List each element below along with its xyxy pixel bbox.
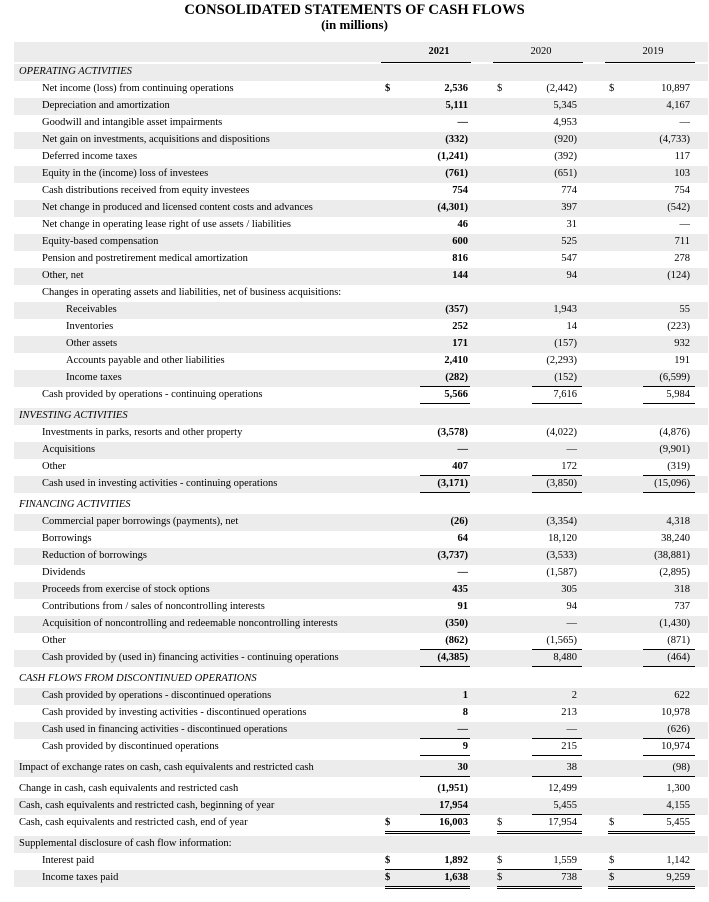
- column-header-2020: 2020: [530, 46, 552, 57]
- value-2019: 932: [674, 338, 690, 349]
- statement-title: CONSOLIDATED STATEMENTS OF CASH FLOWS: [184, 2, 525, 18]
- value-2020: 213: [561, 707, 577, 718]
- table-row: [0, 115, 709, 132]
- value-2020: 38: [566, 762, 577, 773]
- row-label: Cash provided by investing activities - discontinued operations: [42, 707, 307, 718]
- value-2021: 8: [462, 707, 468, 718]
- value-2019: 117: [674, 151, 690, 162]
- table-row: [0, 459, 709, 476]
- table-row: [14, 370, 708, 387]
- table-row: [14, 582, 708, 599]
- value-2019: 5,984: [666, 389, 690, 400]
- value-2020: 172: [561, 461, 577, 472]
- value-2019: (124): [667, 270, 690, 281]
- table-row: [14, 98, 708, 115]
- value-2020: 5,345: [553, 100, 577, 111]
- row-label: Commercial paper borrowings (payments), net: [42, 516, 239, 527]
- value-2019: 55: [679, 304, 690, 315]
- row-label: Reduction of borrowings: [42, 550, 147, 561]
- row-label: Change in cash, cash equivalents and restricted cash: [19, 783, 239, 794]
- header-rule-2020: [493, 62, 583, 63]
- dollar-sign: $: [609, 83, 615, 94]
- table-row: [14, 268, 708, 285]
- value-2020: (157): [554, 338, 577, 349]
- value-2021: (332): [445, 134, 468, 145]
- table-row: [0, 183, 709, 200]
- value-2020: (2,293): [546, 355, 577, 366]
- value-2021: —: [457, 567, 468, 578]
- total-underline: [532, 776, 582, 777]
- value-2020: 94: [566, 270, 577, 281]
- value-2020: (920): [554, 134, 577, 145]
- value-2021: (357): [445, 304, 468, 315]
- row-label: Other assets: [66, 338, 118, 349]
- value-2020: 4,953: [553, 117, 577, 128]
- value-2020: 2: [571, 690, 577, 701]
- value-2020: 94: [566, 601, 577, 612]
- total-underline: [532, 666, 582, 667]
- table-row: [0, 781, 709, 798]
- value-2020: 774: [561, 185, 577, 196]
- value-2019: 10,974: [661, 741, 690, 752]
- table-row: [0, 815, 709, 832]
- value-2021: 1: [462, 690, 468, 701]
- column-header-band: [14, 42, 708, 62]
- row-label: Equity-based compensation: [42, 236, 159, 247]
- double-underline: [608, 831, 695, 834]
- value-2019: —: [679, 219, 690, 230]
- value-2019: (6,599): [659, 372, 690, 383]
- section-header: [0, 671, 709, 688]
- value-2021: (1,241): [437, 151, 468, 162]
- value-2020: (2,442): [546, 83, 577, 94]
- value-2020: (4,022): [546, 427, 577, 438]
- row-label: FINANCING ACTIVITIES: [19, 499, 131, 510]
- value-2019: (464): [667, 652, 690, 663]
- value-2021: 64: [457, 533, 468, 544]
- value-2020: (3,533): [546, 550, 577, 561]
- header-rule-2019: [605, 62, 695, 63]
- column-header-2021: 2021: [428, 46, 450, 57]
- value-2021: 144: [452, 270, 468, 281]
- table-row: [0, 387, 709, 404]
- value-2021: 1,892: [444, 855, 468, 866]
- value-2019: (1,430): [659, 618, 690, 629]
- table-row: [0, 599, 709, 616]
- table-row: [0, 531, 709, 548]
- row-label: Cash, cash equivalents and restricted cash, end of year: [19, 817, 248, 828]
- value-2021: (1,951): [437, 783, 468, 794]
- total-underline: [643, 755, 695, 756]
- row-label: Cash provided by operations - continuing operations: [42, 389, 263, 400]
- value-2019: —: [679, 117, 690, 128]
- value-2020: 7,616: [553, 389, 577, 400]
- value-2019: (38,881): [654, 550, 690, 561]
- value-2019: (9,901): [659, 444, 690, 455]
- table-row: [0, 425, 709, 442]
- table-row: [0, 149, 709, 166]
- table-row: [0, 319, 709, 336]
- row-label: Income taxes paid: [42, 872, 119, 883]
- value-2021: 17,954: [439, 800, 468, 811]
- dollar-sign: $: [497, 83, 503, 94]
- value-2020: (1,587): [546, 567, 577, 578]
- row-label: Equity in the (income) loss of investees: [42, 168, 209, 179]
- dollar-sign: $: [609, 855, 615, 866]
- table-row: [14, 132, 708, 149]
- row-label: Cash, cash equivalents and restricted cash, beginning of year: [19, 800, 275, 811]
- table-row: [14, 836, 708, 853]
- value-2020: (3,850): [546, 478, 577, 489]
- value-2019: 318: [674, 584, 690, 595]
- value-2019: 4,318: [666, 516, 690, 527]
- row-label: CASH FLOWS FROM DISCONTINUED OPERATIONS: [19, 673, 257, 684]
- row-label: Other: [42, 635, 66, 646]
- total-underline: [420, 666, 470, 667]
- value-2021: (3,171): [437, 478, 468, 489]
- row-label: Cash used in investing activities - continuing operations: [42, 478, 278, 489]
- row-label: Pension and postretirement medical amortization: [42, 253, 248, 264]
- row-label: OPERATING ACTIVITIES: [19, 66, 132, 77]
- value-2021: 171: [452, 338, 468, 349]
- row-label: Other: [42, 461, 66, 472]
- total-underline: [532, 755, 582, 756]
- value-2020: 14: [566, 321, 577, 332]
- value-2021: 91: [457, 601, 468, 612]
- dollar-sign: $: [385, 817, 391, 828]
- dollar-sign: $: [497, 872, 503, 883]
- section-header: [14, 408, 708, 425]
- value-2021: 46: [457, 219, 468, 230]
- row-label: Cash provided by operations - discontinued operations: [42, 690, 272, 701]
- value-2019: 737: [674, 601, 690, 612]
- total-underline: [643, 403, 695, 404]
- value-2020: 738: [561, 872, 577, 883]
- table-row: [14, 722, 708, 739]
- value-2019: (15,096): [654, 478, 690, 489]
- value-2021: (4,385): [437, 652, 468, 663]
- double-underline: [497, 886, 582, 889]
- value-2019: (223): [667, 321, 690, 332]
- value-2020: 397: [561, 202, 577, 213]
- value-2020: (1,565): [546, 635, 577, 646]
- value-2019: 754: [674, 185, 690, 196]
- value-2020: 1,559: [553, 855, 577, 866]
- value-2021: 600: [452, 236, 468, 247]
- value-2019: 9,259: [666, 872, 690, 883]
- value-2019: (542): [667, 202, 690, 213]
- row-label: Dividends: [42, 567, 86, 578]
- value-2019: 4,155: [666, 800, 690, 811]
- table-row: [0, 633, 709, 650]
- row-label: Receivables: [66, 304, 117, 315]
- table-row: [14, 514, 708, 531]
- row-label: Cash distributions received from equity investees: [42, 185, 250, 196]
- table-row: [0, 217, 709, 234]
- row-label: Contributions from / sales of noncontrolling interests: [42, 601, 265, 612]
- value-2021: (26): [450, 516, 468, 527]
- row-label: Changes in operating assets and liabilities, net of business acquisitions:: [42, 287, 342, 298]
- row-label: Net change in produced and licensed content costs and advances: [42, 202, 313, 213]
- value-2020: 547: [561, 253, 577, 264]
- table-row: [14, 650, 708, 667]
- value-2021: 407: [452, 461, 468, 472]
- row-label: INVESTING ACTIVITIES: [19, 410, 128, 421]
- value-2021: 252: [452, 321, 468, 332]
- row-label: Net change in operating lease right of use assets / liabilities: [42, 219, 292, 230]
- value-2020: 215: [561, 741, 577, 752]
- value-2019: 5,455: [666, 817, 690, 828]
- value-2020: (651): [554, 168, 577, 179]
- value-2021: —: [457, 724, 468, 735]
- value-2020: (152): [554, 372, 577, 383]
- value-2020: 12,499: [548, 783, 577, 794]
- row-label: Deferred income taxes: [42, 151, 138, 162]
- value-2019: (871): [667, 635, 690, 646]
- value-2021: 754: [452, 185, 468, 196]
- value-2020: 305: [561, 584, 577, 595]
- total-underline: [420, 776, 470, 777]
- dollar-sign: $: [385, 83, 391, 94]
- row-label: Proceeds from exercise of stock options: [42, 584, 210, 595]
- value-2019: (2,895): [659, 567, 690, 578]
- value-2021: 16,003: [439, 817, 468, 828]
- value-2019: 1,300: [666, 783, 690, 794]
- value-2019: 711: [674, 236, 690, 247]
- statement-subtitle: (in millions): [321, 17, 388, 32]
- dollar-sign: $: [385, 855, 391, 866]
- total-underline: [532, 403, 582, 404]
- row-label: Impact of exchange rates on cash, cash equivalents and restricted cash: [19, 762, 314, 773]
- value-2019: 278: [674, 253, 690, 264]
- row-label: Net income (loss) from continuing operations: [42, 83, 234, 94]
- value-2019: 103: [674, 168, 690, 179]
- table-row: [14, 336, 708, 353]
- value-2019: (626): [667, 724, 690, 735]
- value-2021: 2,410: [444, 355, 468, 366]
- table-row: [0, 353, 709, 370]
- double-underline: [608, 886, 695, 889]
- row-label: Supplemental disclosure of cash flow information:: [19, 838, 232, 849]
- column-header-2019: 2019: [642, 46, 664, 57]
- value-2021: (350): [445, 618, 468, 629]
- table-row: [14, 798, 708, 815]
- value-2021: (3,578): [437, 427, 468, 438]
- double-underline: [385, 831, 470, 834]
- value-2020: —: [566, 618, 577, 629]
- value-2021: 9: [462, 741, 468, 752]
- table-row: [0, 565, 709, 582]
- value-2020: 5,455: [553, 800, 577, 811]
- table-row: [0, 853, 709, 870]
- row-label: Inventories: [66, 321, 114, 332]
- table-row: [14, 870, 708, 887]
- table-row: [0, 739, 709, 756]
- table-row: [14, 302, 708, 319]
- total-underline: [643, 776, 695, 777]
- total-underline: [420, 403, 470, 404]
- row-label: Interest paid: [42, 855, 95, 866]
- value-2020: (392): [554, 151, 577, 162]
- value-2020: —: [566, 724, 577, 735]
- table-row: [0, 81, 709, 98]
- table-row: [14, 476, 708, 493]
- row-label: Cash provided by discontinued operations: [42, 741, 219, 752]
- value-2019: (4,733): [659, 134, 690, 145]
- total-underline: [532, 492, 582, 493]
- value-2020: 1,943: [553, 304, 577, 315]
- value-2020: —: [566, 444, 577, 455]
- value-2021: (3,737): [437, 550, 468, 561]
- value-2020: (3,354): [546, 516, 577, 527]
- row-label: Income taxes: [66, 372, 122, 383]
- value-2021: 2,536: [444, 83, 468, 94]
- row-label: Accounts payable and other liabilities: [66, 355, 225, 366]
- total-underline: [643, 666, 695, 667]
- value-2020: 8,480: [553, 652, 577, 663]
- table-row: [14, 688, 708, 705]
- table-row: [14, 616, 708, 633]
- value-2021: (862): [445, 635, 468, 646]
- value-2019: 10,978: [661, 707, 690, 718]
- row-label: Acquisition of noncontrolling and redeemable noncontrolling interests: [42, 618, 338, 629]
- table-row: [14, 760, 708, 777]
- table-row: [0, 285, 709, 302]
- value-2021: 1,638: [444, 872, 468, 883]
- header-rule-2021: [381, 62, 471, 63]
- row-label: Borrowings: [42, 533, 92, 544]
- value-2019: (319): [667, 461, 690, 472]
- value-2020: 18,120: [548, 533, 577, 544]
- table-row: [0, 705, 709, 722]
- total-underline: [643, 492, 695, 493]
- row-label: Acquisitions: [42, 444, 96, 455]
- value-2020: 525: [561, 236, 577, 247]
- table-row: [14, 442, 708, 459]
- row-label: Cash provided by (used in) financing activities - continuing operations: [42, 652, 339, 663]
- row-label: Goodwill and intangible asset impairments: [42, 117, 223, 128]
- value-2021: (282): [445, 372, 468, 383]
- double-underline: [385, 886, 470, 889]
- value-2021: 5,111: [445, 100, 468, 111]
- value-2021: (761): [445, 168, 468, 179]
- dollar-sign: $: [497, 817, 503, 828]
- row-label: Net gain on investments, acquisitions and dispositions: [42, 134, 270, 145]
- value-2019: 38,240: [661, 533, 690, 544]
- value-2020: 31: [566, 219, 577, 230]
- value-2021: 30: [457, 762, 468, 773]
- dollar-sign: $: [385, 872, 391, 883]
- value-2019: 622: [674, 690, 690, 701]
- double-underline: [497, 831, 582, 834]
- value-2021: —: [457, 117, 468, 128]
- value-2019: 191: [674, 355, 690, 366]
- table-row: [14, 200, 708, 217]
- total-underline: [420, 755, 470, 756]
- value-2020: 17,954: [548, 817, 577, 828]
- value-2021: 435: [452, 584, 468, 595]
- row-label: Cash used in financing activities - discontinued operations: [42, 724, 288, 735]
- value-2021: 5,566: [444, 389, 468, 400]
- value-2021: 816: [452, 253, 468, 264]
- value-2019: (4,876): [659, 427, 690, 438]
- value-2019: 1,142: [666, 855, 690, 866]
- dollar-sign: $: [497, 855, 503, 866]
- row-label: Investments in parks, resorts and other property: [42, 427, 243, 438]
- value-2021: (4,301): [437, 202, 468, 213]
- table-row: [0, 251, 709, 268]
- table-row: [14, 166, 708, 183]
- value-2019: 10,897: [661, 83, 690, 94]
- section-header: [14, 64, 708, 81]
- table-row: [14, 548, 708, 565]
- row-label: Depreciation and amortization: [42, 100, 170, 111]
- value-2019: 4,167: [666, 100, 690, 111]
- dollar-sign: $: [609, 872, 615, 883]
- section-header: [0, 497, 709, 514]
- dollar-sign: $: [609, 817, 615, 828]
- value-2019: (98): [672, 762, 690, 773]
- row-label: Other, net: [42, 270, 84, 281]
- total-underline: [420, 492, 470, 493]
- table-row: [14, 234, 708, 251]
- value-2021: —: [457, 444, 468, 455]
